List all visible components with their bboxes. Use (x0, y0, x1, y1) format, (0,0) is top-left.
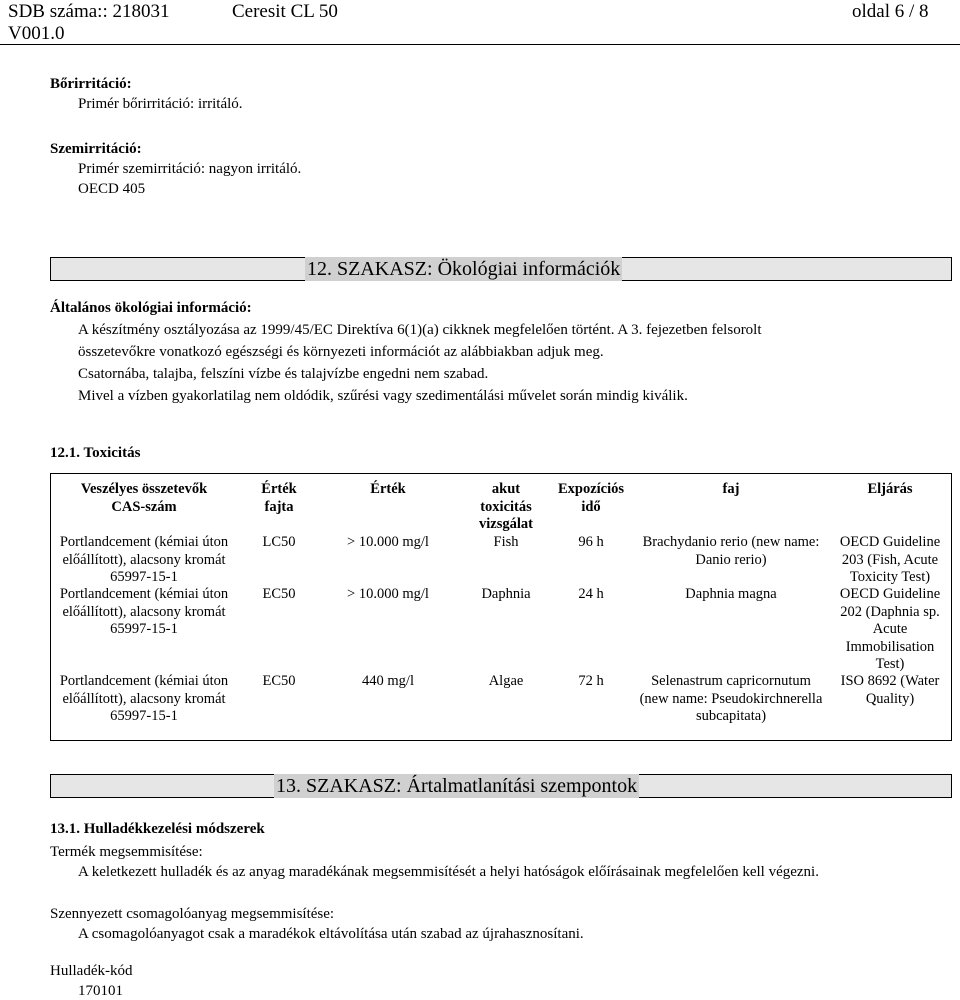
version: V001.0 (8, 23, 65, 44)
row-2-method: OECD Guideline 202 (Daphnia sp. Acute Immobilisation Test) (839, 586, 941, 672)
packaging-disposal-label: Szennyezett csomagolóanyag megsemmisítése: (50, 906, 335, 922)
product-name: Ceresit CL 50 (232, 1, 338, 22)
header-component: Veszélyes összetevők CAS-szám (80, 481, 208, 515)
row-3-exposure: 72 h (578, 673, 604, 689)
toxicity-title: 12.1. Toxicitás (50, 445, 141, 461)
skin-irritation-text: Primér bőrirritáció: irritáló. (78, 96, 243, 112)
skin-irritation-title: Bőrirritáció: (50, 76, 132, 92)
section-13-title: 13. SZAKASZ: Ártalmatlanítási szempontok (276, 775, 638, 797)
waste-methods-title: 13.1. Hulladékkezelési módszerek (50, 821, 265, 837)
row-1-value: > 10.000 mg/l (347, 534, 429, 550)
row-3-acute: Algae (488, 673, 524, 689)
eye-irritation-method: OECD 405 (78, 181, 146, 197)
waste-code: 170101 (78, 983, 123, 999)
header-divider (0, 44, 960, 45)
general-eco-title: Általános ökológiai információ: (50, 300, 252, 316)
row-3-method: ISO 8692 (Water Quality) (840, 673, 940, 707)
header-exposure: Expozíciós idő (557, 481, 625, 515)
row-1-component: Portlandcement (kémiai úton előállított), alacsony kromát 65997-15-1 (59, 534, 229, 585)
general-eco-line-4: Mivel a vízben gyakorlatilag nem oldódik, szűrési vagy szedimentálási művelet során mindig kiválik. (78, 388, 688, 404)
header-value: Érték (370, 481, 406, 497)
row-1-exposure: 96 h (578, 534, 604, 550)
general-eco-line-1: A készítmény osztályozása az 1999/45/EC Direktíva 6(1)(a) cikknek megfelelően történt. A 3. fejezetben felsorolt (78, 322, 762, 338)
row-1-value-type: LC50 (262, 534, 296, 550)
header-species: faj (722, 481, 740, 497)
row-2-component: Portlandcement (kémiai úton előállított), alacsony kromát 65997-15-1 (59, 586, 229, 637)
row-2-exposure: 24 h (578, 586, 604, 602)
sdb-number: SDB száma:: 218031 (8, 1, 170, 22)
general-eco-line-2: összetevőkre vonatkozó egészségi és környezeti információt az alábbiakban adjuk meg. (78, 344, 604, 360)
row-2-acute: Daphnia (481, 586, 531, 602)
row-2-species: Daphnia magna (685, 586, 777, 602)
section-12-title: 12. SZAKASZ: Ökológiai információk (307, 258, 621, 280)
row-1-species: Brachydanio rerio (new name: Danio rerio) (642, 534, 820, 568)
waste-code-label: Hulladék-kód (50, 963, 133, 979)
general-eco-line-3: Csatornába, talajba, felszíni vízbe és talajvízbe engedni nem szabad. (78, 366, 489, 382)
header-value-type: Érték fajta (261, 481, 297, 515)
eye-irritation-text: Primér szemirritáció: nagyon irritáló. (78, 161, 302, 177)
row-2-value-type: EC50 (262, 586, 296, 602)
row-1-method: OECD Guideline 203 (Fish, Acute Toxicity Test) (839, 534, 941, 585)
row-3-value-type: EC50 (262, 673, 296, 689)
row-3-species: Selenastrum capricornutum (new name: Pseudokirchnerella subcapitata) (639, 673, 823, 724)
packaging-disposal-text: A csomagolóanyagot csak a maradékok eltávolítása után szabad az újrahasznosítani. (78, 926, 584, 942)
row-3-value: 440 mg/l (362, 673, 414, 689)
header-acute: akut toxicitás vizsgálat (479, 481, 533, 532)
product-disposal-text: A keletkezett hulladék és az anyag maradékának megsemmisítését a helyi hatóságok előírásainak megfelelően kell végezni. (78, 864, 819, 880)
row-1-acute: Fish (493, 534, 519, 550)
page-indicator: oldal 6 / 8 (852, 1, 929, 22)
row-2-value: > 10.000 mg/l (347, 586, 429, 602)
toxicity-table (50, 473, 952, 741)
product-disposal-label: Termék megsemmisítése: (50, 844, 203, 860)
eye-irritation-title: Szemirritáció: (50, 141, 142, 157)
row-3-component: Portlandcement (kémiai úton előállított), alacsony kromát 65997-15-1 (59, 673, 229, 724)
header-method: Eljárás (867, 481, 913, 497)
